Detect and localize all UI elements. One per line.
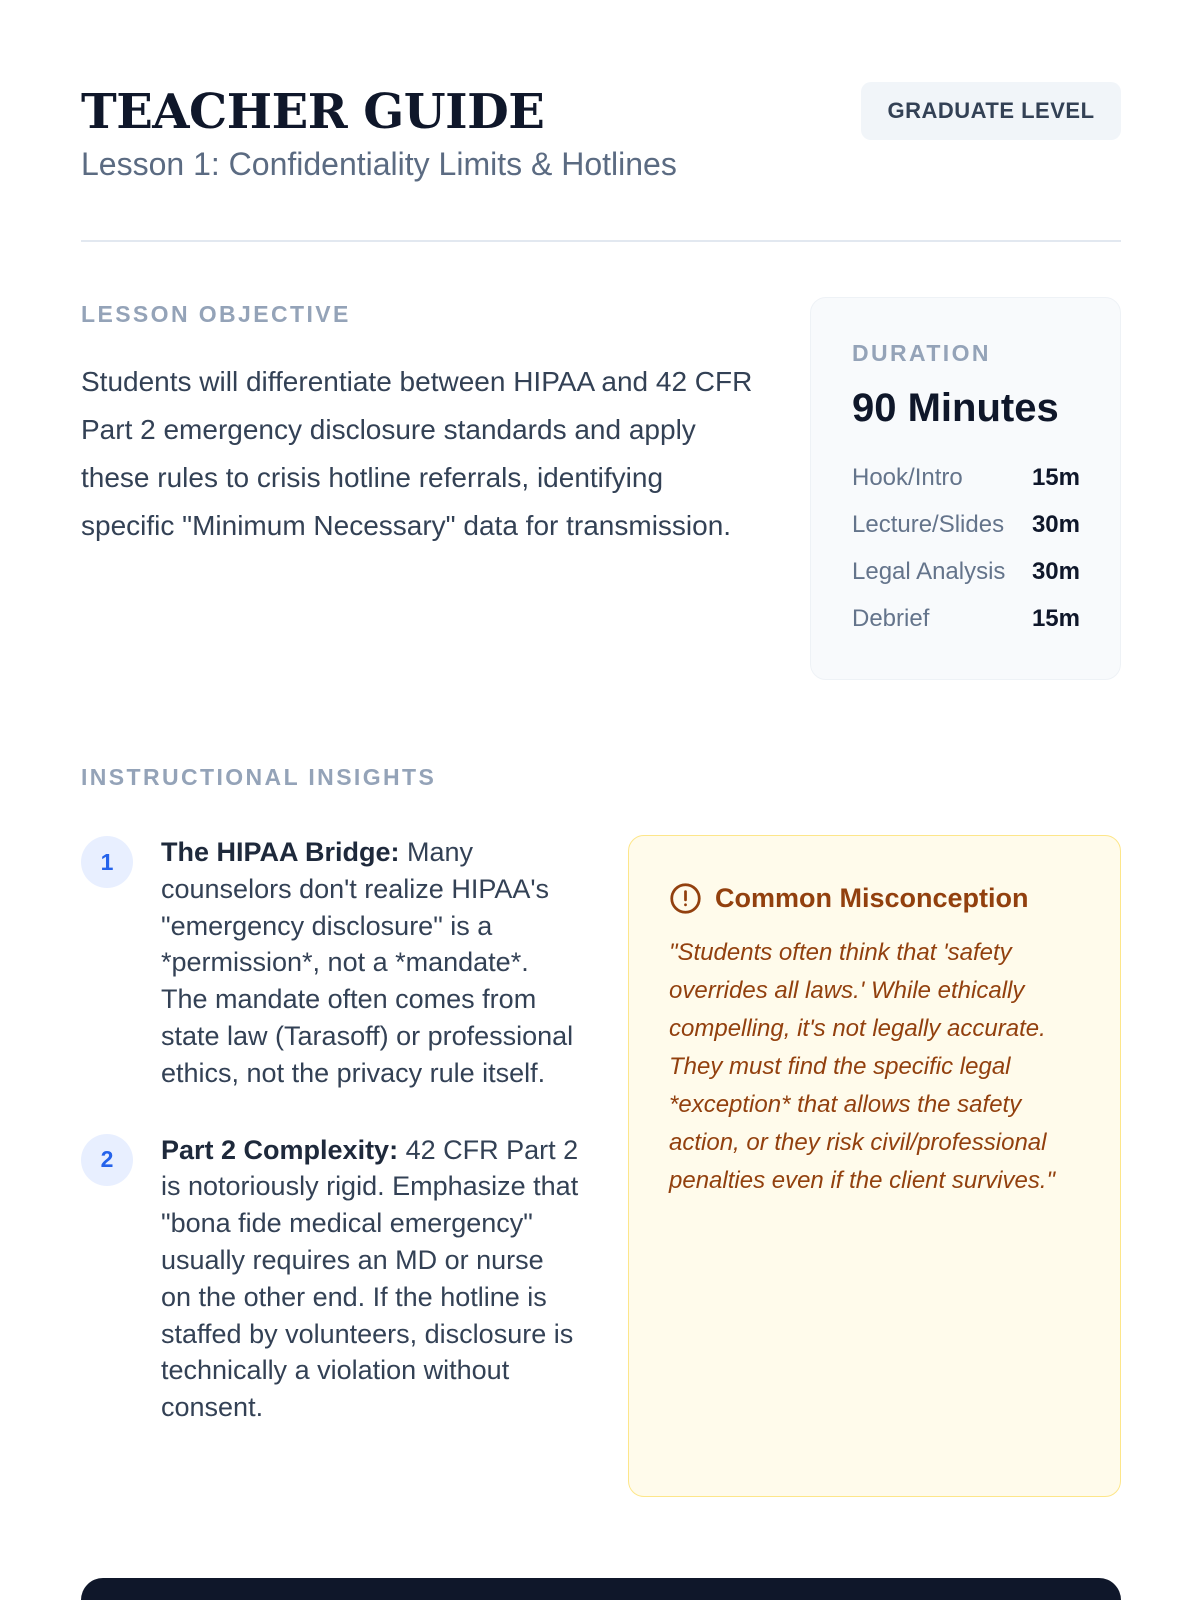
lesson-subtitle: Lesson 1: Confidentiality Limits & Hotlines <box>81 146 677 182</box>
duration-total: 90 Minutes <box>852 386 1059 430</box>
insights-list <box>81 834 581 1466</box>
duration-row <box>852 595 1080 642</box>
lesson-objective-section <box>81 298 761 550</box>
insight-body: Many counselors don't realize HIPAA's "emergency disclosure" is a *permission*, not a *mandate*. The mandate often comes from state law (Tarasoff) or professional ethics, not the privacy rule itself. <box>161 837 574 1088</box>
insight-title: The HIPAA Bridge: <box>161 837 400 867</box>
guide-header <box>81 82 1121 242</box>
duration-item-name: Hook/Intro <box>852 463 963 491</box>
objective-text: Students will differentiate between HIPAA and 42 CFR Part 2 emergency disclosure standards and apply these rules to crisis hotline referrals, identifying specific "Minimum Necessary" data for transmission. <box>81 366 753 541</box>
duration-item-time: 30m <box>1031 510 1080 538</box>
misconception-quote: "Students often think that 'safety overrides all laws.' While ethically compelling, it's not legally accurate. They must find the specific legal *exception* that allows the safety action, or they risk civil/professional penalties even if the client survives." <box>669 939 1056 1194</box>
insight-body: 42 CFR Part 2 is notoriously rigid. Emphasize that "bona fide medical emergency" usually requires an MD or nurse on the other end. If the hotline is staffed by volunteers, disclosure is technically a violation without consent. <box>161 1134 579 1423</box>
insight-text <box>161 834 581 1092</box>
duration-item-name: Debrief <box>852 604 930 632</box>
insight-text <box>161 1132 581 1426</box>
footer-bar <box>81 1578 1121 1600</box>
objective-label: LESSON OBJECTIVE <box>81 301 351 327</box>
duration-card <box>810 297 1121 680</box>
page-title: TEACHER GUIDE <box>81 84 545 140</box>
insight-item <box>81 1132 581 1426</box>
duration-item-name: Legal Analysis <box>852 557 1006 585</box>
duration-row <box>852 548 1080 595</box>
level-badge: GRADUATE LEVEL <box>861 82 1121 140</box>
duration-item-time: 15m <box>1031 604 1080 632</box>
insight-item <box>81 834 581 1092</box>
insight-title: Part 2 Complexity: <box>161 1134 399 1165</box>
insight-number-badge: 2 <box>81 1134 133 1186</box>
teacher-guide-page <box>81 0 1121 1600</box>
alert-circle-icon <box>669 882 702 915</box>
misconception-callout <box>628 835 1121 1497</box>
duration-label: DURATION <box>852 340 991 366</box>
duration-item-name: Lecture/Slides <box>852 510 1005 538</box>
duration-item-time: 30m <box>1031 557 1080 585</box>
misconception-header <box>669 878 1080 918</box>
duration-row <box>852 454 1080 501</box>
duration-breakdown <box>852 454 1080 642</box>
insight-number-badge: 1 <box>81 836 133 888</box>
duration-item-time: 15m <box>1031 463 1080 491</box>
duration-row <box>852 501 1080 548</box>
header-divider <box>81 240 1121 242</box>
misconception-title: Common Misconception <box>715 882 1029 913</box>
insights-label: INSTRUCTIONAL INSIGHTS <box>81 764 437 790</box>
